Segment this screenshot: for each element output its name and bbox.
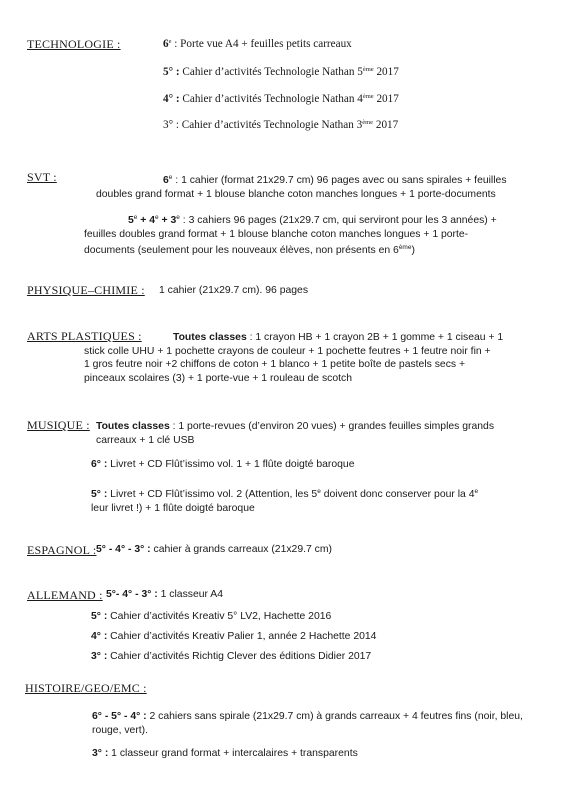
allemand-heading: ALLEMAND : [27, 588, 103, 602]
espagnol-text: 5° - 4° - 3° : cahier à grands carreaux (21x29.7 cm) [96, 544, 332, 555]
arts-heading: ARTS PLASTIQUES : [27, 329, 142, 343]
technologie-line-5: 5° : Cahier d’activités Technologie Nathan 5ème 2017 [163, 66, 399, 78]
svt-heading: SVT : [27, 170, 57, 184]
technologie-line-6: 6e : Porte vue A4 + feuilles petits carreaux [163, 38, 352, 50]
musique-line-5: 5° : Livret + CD Flût’issimo vol. 2 (Attention, les 5e doivent donc conserver pour la 4e leur livret !) + 1 flûte doigté baroque [91, 488, 479, 514]
espagnol-heading: ESPAGNOL : [27, 543, 97, 557]
svt-paragraph-6: 6e : 1 cahier (format 21x29.7 cm) 96 pages avec ou sans spirales + feuilles doubles grand format + 1 blouse blanche coton manches longues + 1 porte-documents [96, 171, 536, 201]
histoire-heading: HISTOIRE/GEO/EMC : [25, 681, 147, 695]
arts-paragraph: Toutes classes : 1 crayon HB + 1 crayon 2B + 1 gomme + 1 ciseau + 1 stick colle UHU + 1 pochette crayons de couleur + 1 pochette feutres + 1 feutre noir fin + 1 gros feutre noir +2 chiffons de coton + 1 blanco + 1 petite boîte de pastels secs + pinceaux scolaires (3) + 1 porte-vue + 1 rouleau de scotch [84, 332, 504, 384]
musique-line-6: 6° : Livret + CD Flût’issimo vol. 1 + 1 flûte doigté baroque [91, 459, 355, 470]
svt-p1-line2: doubles grand format + 1 blouse blanche coton manches longues + 1 porte-documents [96, 188, 496, 200]
physique-text: 1 cahier (21x29.7 cm). 96 pages [159, 285, 309, 296]
histoire-paragraph: 6° - 5° - 4° : 2 cahiers sans spirale (21x29.7 cm) à grands carreaux + 4 feutres fins (noir, bleu, rouge, vert). [92, 711, 523, 736]
allemand-line-3: 3° : Cahier d’activités Richtig Clever des éditions Didier 2017 [91, 651, 372, 662]
allemand-line-5: 5° : Cahier d’activités Kreativ 5° LV2, Hachette 2016 [91, 611, 332, 622]
physique-heading: PHYSIQUE–CHIMIE : [27, 283, 145, 297]
allemand-text: 5°- 4° - 3° : 1 classeur A4 [106, 589, 224, 600]
allemand-line-4: 4° : Cahier d’activités Kreativ Palier 1, année 2 Hachette 2014 [91, 631, 377, 642]
musique-paragraph: Toutes classes : 1 porte-revues (d’environ 20 vues) + grandes feuilles simples grands carreaux + 1 clé USB [96, 421, 495, 446]
histoire-line-3: 3° : 1 classeur grand format + intercalaires + transparents [92, 748, 358, 759]
musique-heading: MUSIQUE : [27, 418, 90, 432]
svt-paragraph-543: $5^e + 4^e + 3^e$ : 3 cahiers 96 pages (21x29.7 cm, qui serviront pour les 3 années) + feuilles doubles grand format + 1 blouse blanche coton manches longues + 1 porte- documents (seulement pour les nouveaux élèves, non présents en 6ème) [84, 214, 497, 256]
technologie-line-3: 3° : Cahier d’activités Technologie Nathan 3ème 2017 [163, 119, 399, 131]
technologie-heading: TECHNOLOGIE : [27, 37, 121, 51]
technologie-line-4: 4° : Cahier d’activités Technologie Nathan 4ème 2017 [163, 93, 399, 105]
